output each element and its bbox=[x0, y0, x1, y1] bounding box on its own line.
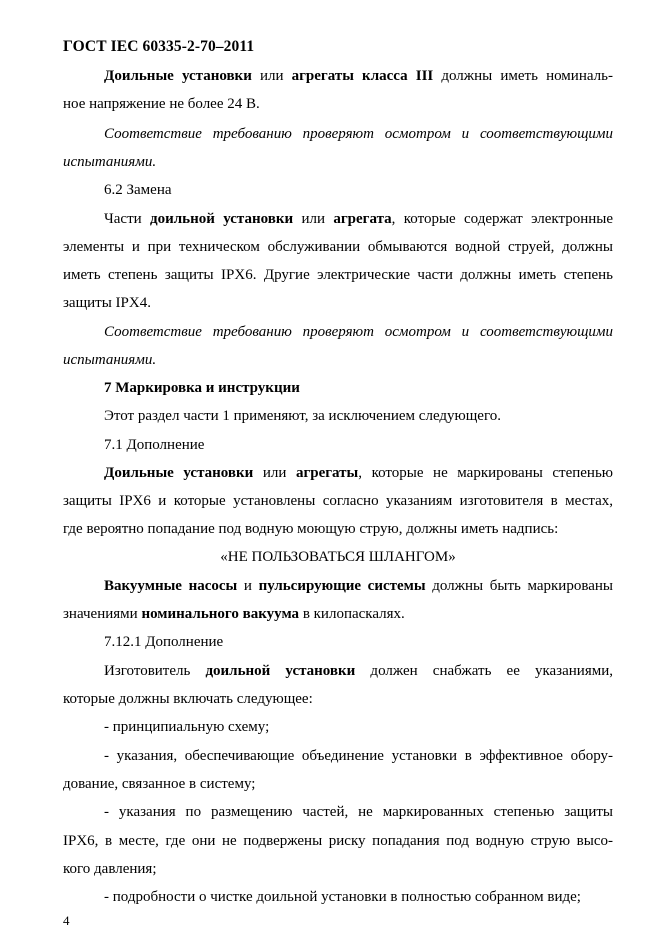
term-bold: Вакуумные насосы bbox=[104, 578, 238, 594]
text-run: значениями bbox=[63, 606, 142, 622]
paragraph-line: защиты IPX4. bbox=[63, 295, 151, 311]
subsection-heading: 7.12.1 Дополнение bbox=[104, 634, 224, 650]
subsection-heading: 7.1 Дополнение bbox=[104, 437, 205, 453]
paragraph-line: иметь степень защиты IPX6. Другие электрические части должны иметь степень bbox=[63, 267, 613, 283]
paragraph-line bbox=[104, 210, 613, 228]
compliance-note-line: Соответствие требованию проверяют осмотром и соответствующими bbox=[104, 126, 613, 142]
subsection-heading: 6.2 Замена bbox=[104, 182, 172, 198]
section-heading: 7 Маркировка и инструкции bbox=[104, 380, 300, 396]
required-inscription: «НЕ ПОЛЬЗОВАТЬСЯ ШЛАНГОМ» bbox=[220, 549, 456, 565]
paragraph-line bbox=[104, 464, 613, 482]
text-run: Изготовитель bbox=[104, 663, 206, 679]
term-bold: пульсирующие системы bbox=[258, 578, 426, 594]
paragraph-line: элементы и при техническом обслуживании обмываются водной струей, должны bbox=[63, 239, 613, 255]
paragraph-line bbox=[104, 67, 613, 85]
text-run: должны быть маркированы bbox=[425, 578, 613, 594]
paragraph-line bbox=[104, 662, 613, 680]
list-item: - принципиальную схему; bbox=[104, 719, 270, 735]
list-item: - подробности о чистке доильной установки в полностью собранном виде; bbox=[104, 889, 581, 905]
text-run: должны иметь номиналь- bbox=[433, 68, 613, 84]
paragraph-line: которые должны включать следующее: bbox=[63, 691, 313, 707]
term-bold: агрегата bbox=[333, 211, 392, 227]
compliance-note-line: испытаниями. bbox=[63, 352, 157, 368]
list-item-continuation: кого давления; bbox=[63, 861, 157, 877]
text-run: или bbox=[251, 68, 292, 84]
text-run: в килопаскалях. bbox=[299, 606, 405, 622]
text-run: , которые содержат электронные bbox=[391, 211, 613, 227]
document-header: ГОСТ IEC 60335-2-70–2011 bbox=[63, 38, 255, 55]
text-run: Части bbox=[104, 211, 150, 227]
term-bold: агрегаты bbox=[295, 465, 359, 481]
compliance-note-line: Соответствие требованию проверяют осмотром и соответствующими bbox=[104, 324, 613, 340]
term-bold: доильной установки bbox=[150, 211, 294, 227]
list-item-continuation: дование, связанное в систему; bbox=[63, 776, 256, 792]
page-number: 4 bbox=[63, 913, 70, 928]
text-run: и bbox=[237, 578, 259, 594]
compliance-note-line: испытаниями. bbox=[63, 154, 157, 170]
term-bold: номинального вакуума bbox=[141, 606, 300, 622]
term-bold: доильной установки bbox=[205, 663, 356, 679]
paragraph-line: защиты IPX6 и которые установлены согласно указаниям изготовителя в местах, bbox=[63, 493, 613, 509]
text-run: или bbox=[253, 465, 296, 481]
paragraph-line bbox=[104, 577, 613, 595]
text-run: или bbox=[293, 211, 334, 227]
paragraph-line bbox=[63, 605, 613, 623]
term-bold: Доильные установки bbox=[104, 465, 254, 481]
paragraph-line: Этот раздел части 1 применяют, за исключением следующего. bbox=[104, 408, 501, 424]
text-run: должен снабжать ее указаниями, bbox=[355, 663, 613, 679]
list-item: - указания, обеспечивающие объединение установки в эффективное обору- bbox=[104, 748, 613, 764]
paragraph-line: ное напряжение не более 24 В. bbox=[63, 96, 260, 112]
term-bold: агрегаты класса III bbox=[291, 68, 434, 84]
list-item-continuation: IPX6, в месте, где они не подвержены риску попадания под водную струю высо- bbox=[63, 833, 613, 849]
list-item: - указания по размещению частей, не маркированных степенью защиты bbox=[104, 804, 613, 820]
text-run: , которые не маркированы степенью bbox=[358, 465, 613, 481]
paragraph-line: где вероятно попадание под водную моющую струю, должны иметь надпись: bbox=[63, 521, 559, 537]
term-bold: Доильные установки bbox=[104, 68, 252, 84]
